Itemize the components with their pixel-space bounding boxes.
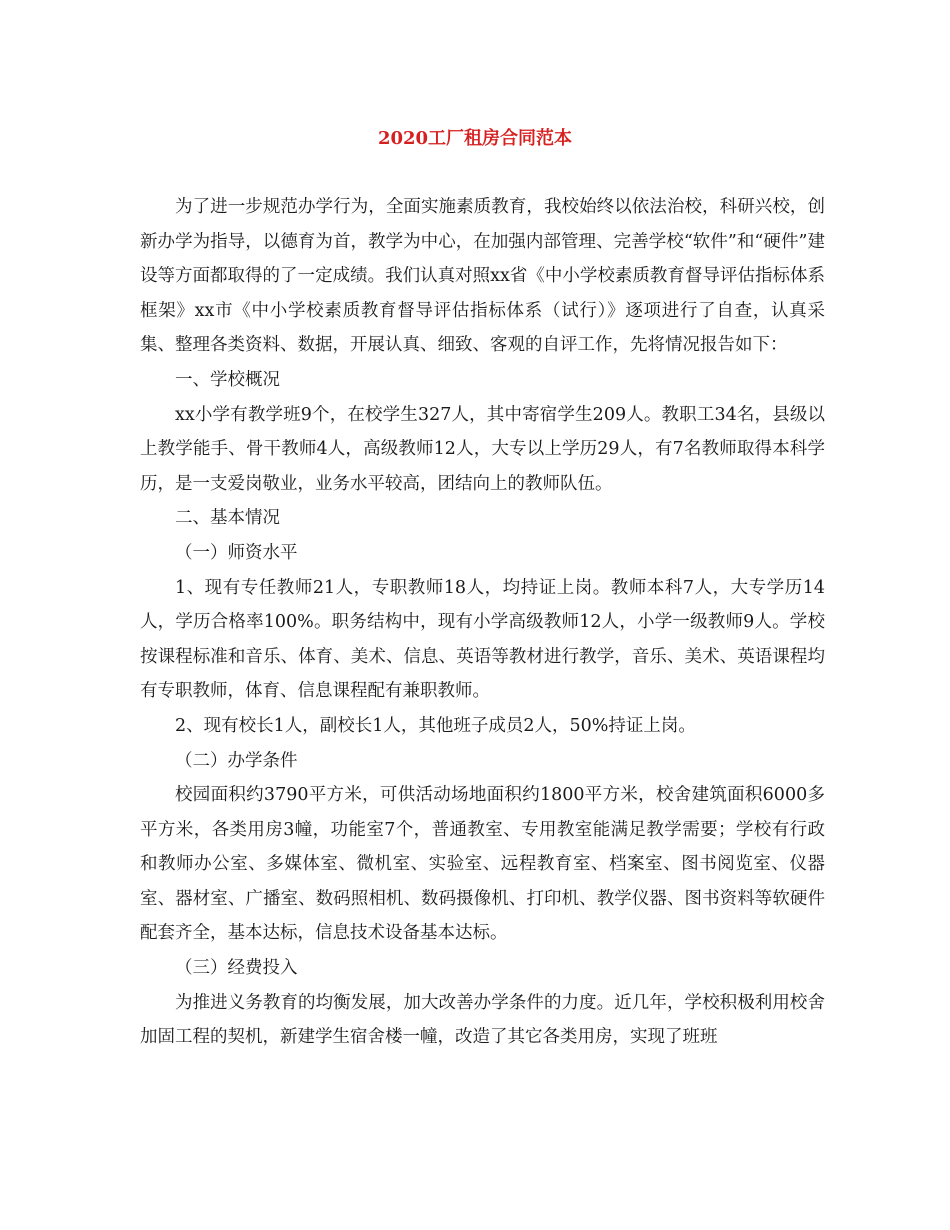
document-body bbox=[140, 190, 825, 1055]
school-overview-paragraph: xx小学有教学班9个，在校学生327人，其中寄宿学生209人。教职工34名，县级以上教学能手、骨干教师4人，高级教师12人，大专以上学历29人，有7名教师取得本科学历，是一支爱岗敬业，业务水平较高，团结向上的教师队伍。 bbox=[140, 404, 825, 494]
funding-paragraph: 为推进义务教育的均衡发展，加大改善办学条件的力度。近几年，学校积极利用校舍加固工程的契机，新建学生宿舍楼一幢，改造了其它各类用房，实现了班班 bbox=[140, 992, 825, 1048]
section-heading-school-overview: 一、学校概况 bbox=[175, 369, 280, 390]
intro-paragraph: 为了进一步规范办学行为，全面实施素质教育，我校始终以依法治校，科研兴校，创新办学为指导，以德育为首，教学为中心，在加强内部管理、完善学校“软件”和“硬件”建设等方面都取得的了一定成绩。我们认真对照xx省《中小学校素质教育督导评估指标体系框架》xx市《中小学校素质教育督导评估指标体系（试行）》逐项进行了自查，认真采集、整理各类资料、数据，开展认真、细致、客观的自评工作，先将情况报告如下： bbox=[140, 197, 825, 356]
subsection-heading-school-conditions: （二）办学条件 bbox=[175, 750, 298, 771]
school-conditions-paragraph: 校园面积约3790平方米，可供活动场地面积约1800平方米，校舍建筑面积6000多平方米，各类用房3幢，功能室7个，普通教室、专用教室能满足教学需要；学校有行政和教师办公室、多媒体室、微机室、实验室、远程教育室、档案室、图书阅览室、仪器室、器材室、广播室、数码照相机、数码摄像机、打印机、教学仪器、图书资料等软硬件配套齐全，基本达标，信息技术设备基本达标。 bbox=[140, 785, 825, 944]
subsection-heading-funding: （三）经费投入 bbox=[175, 958, 298, 979]
document-title: 2020工厂租房合同范本 bbox=[377, 128, 573, 149]
subsection-heading-teacher-level: （一）师资水平 bbox=[175, 542, 298, 563]
section-heading-basic-situation: 二、基本情况 bbox=[175, 508, 280, 529]
teacher-level-paragraph-2: 2、现有校长1人，副校长1人，其他班子成员2人，50%持证上岗。 bbox=[175, 715, 696, 736]
teacher-level-paragraph-1: 1、现有专任教师21人，专职教师18人，均持证上岗。教师本科7人，大专学历14人，学历合格率100%。职务结构中，现有小学高级教师12人，小学一级教师9人。学校按课程标准和音乐、体育、美术、信息、英语等教材进行教学，音乐、美术、英语课程均有专职教师，体育、信息课程配有兼职教师。 bbox=[140, 577, 825, 702]
